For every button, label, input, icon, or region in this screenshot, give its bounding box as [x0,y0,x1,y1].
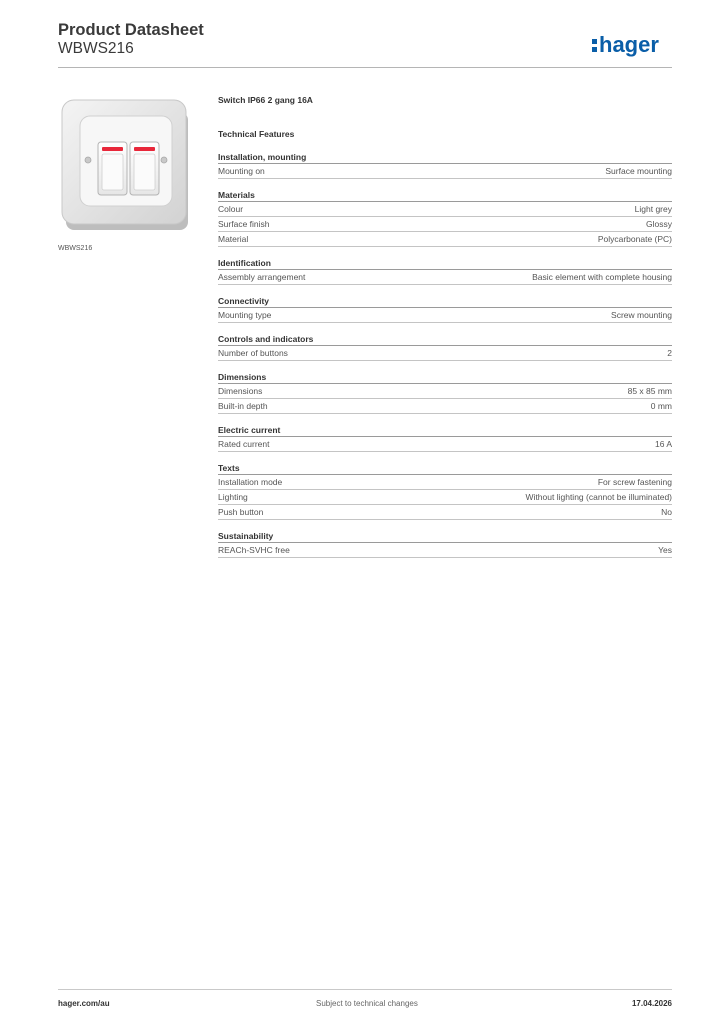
feature-value: 2 [667,348,672,358]
footer-website: hager.com/au [58,999,110,1008]
feature-row [218,543,672,558]
feature-row [218,437,672,452]
feature-label: Mounting on [218,166,265,176]
product-image [58,92,193,236]
feature-row [218,346,672,361]
footer-date: 17.04.2026 [631,999,672,1008]
section-title: Texts [218,460,672,475]
feature-value: Surface mounting [605,166,672,176]
feature-label: REACh-SVHC free [218,545,290,555]
feature-row [218,202,672,217]
section-title: Installation, mounting [218,149,672,164]
feature-section [218,369,672,414]
feature-row [218,270,672,285]
feature-label: Dimensions [218,386,263,396]
feature-label: Lighting [218,492,248,502]
feature-section [218,255,672,285]
feature-row [218,505,672,520]
feature-value: For screw fastening [597,477,672,487]
feature-row [218,475,672,490]
feature-row [218,232,672,247]
image-caption: WBWS216 [58,245,93,252]
logo-dot-bottom [592,47,597,52]
logo-dot-top [592,39,597,44]
feature-label: Surface finish [218,219,270,229]
screw-left-icon [85,157,91,163]
feature-value: 16 A [654,439,672,449]
feature-row [218,384,672,399]
feature-label: Installation mode [218,477,283,487]
logo-text: hager [599,32,659,57]
feature-value: Basic element with complete housing [532,272,672,282]
feature-section [218,149,672,179]
section-title: Materials [218,187,672,202]
feature-section [218,528,672,558]
feature-value: 0 mm [650,401,672,411]
feature-value: Yes [658,545,672,555]
feature-label: Push button [218,507,264,517]
feature-section [218,331,672,361]
screw-right-icon [161,157,167,163]
feature-row [218,399,672,414]
section-title: Sustainability [218,528,672,543]
section-title: Connectivity [218,293,672,308]
feature-label: Number of buttons [218,348,288,358]
product-title: Switch IP66 2 gang 16A [218,95,313,105]
feature-value: Without lighting (cannot be illuminated) [525,492,672,502]
feature-value: Screw mounting [611,310,672,320]
feature-section [218,422,672,452]
section-title: Dimensions [218,369,672,384]
feature-row [218,308,672,323]
feature-label: Material [218,234,249,244]
feature-label: Colour [218,204,244,214]
indicator-left [102,147,123,151]
rocker-left-paddle [102,154,123,190]
feature-row [218,490,672,505]
hager-logo [590,28,676,62]
feature-section [218,187,672,247]
feature-label: Built-in depth [218,401,268,411]
indicator-right [134,147,155,151]
feature-value: 85 x 85 mm [627,386,672,396]
features-heading: Technical Features [218,129,295,139]
header-divider [58,67,672,68]
rocker-right-paddle [134,154,155,190]
section-title: Identification [218,255,672,270]
page-title: Product Datasheet [58,21,204,39]
feature-row [218,217,672,232]
section-title: Electric current [218,422,672,437]
footer-divider [58,989,672,990]
feature-value: Polycarbonate (PC) [597,234,672,244]
feature-section [218,293,672,323]
feature-label: Rated current [218,439,270,449]
feature-value: Glossy [646,219,672,229]
feature-sections [218,149,672,558]
feature-section [218,460,672,520]
feature-label: Mounting type [218,310,272,320]
feature-label: Assembly arrangement [218,272,306,282]
footer-notice: Subject to technical changes [316,999,418,1008]
feature-row [218,164,672,179]
feature-value: No [661,507,672,517]
product-code: WBWS216 [58,40,134,57]
datasheet-content [218,95,672,566]
section-title: Controls and indicators [218,331,672,346]
feature-value: Light grey [634,204,672,214]
